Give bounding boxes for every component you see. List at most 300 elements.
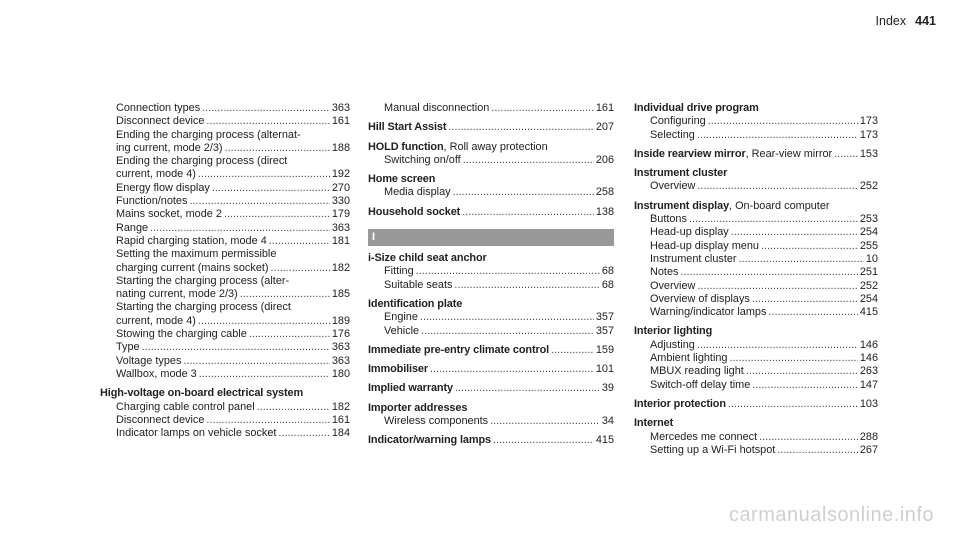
dot-leader — [225, 142, 330, 155]
dot-leader — [249, 328, 330, 341]
page-ref[interactable]: 357 — [595, 324, 614, 337]
entry-text — [650, 280, 695, 293]
entry-text — [384, 325, 419, 338]
entry-text — [116, 168, 196, 181]
dot-leader — [761, 240, 858, 253]
dot-leader — [206, 414, 329, 427]
page-ref[interactable]: 176 — [331, 328, 350, 341]
index-subentry — [368, 265, 614, 278]
index-heading — [368, 434, 614, 447]
entry-term: Connection types — [116, 102, 201, 114]
dot-leader — [697, 180, 857, 193]
page-ref[interactable]: 357 — [595, 311, 614, 324]
page-ref[interactable]: 206 — [595, 153, 614, 166]
page-ref[interactable]: 147 — [859, 378, 878, 391]
entry-text — [116, 368, 197, 381]
entry-term: Overview — [650, 180, 696, 193]
index-heading — [368, 363, 614, 376]
entry-term: Suitable seats — [384, 278, 453, 291]
index-heading — [634, 325, 878, 338]
dot-leader — [759, 431, 858, 444]
page-ref[interactable]: 288 — [859, 430, 878, 443]
dot-leader — [697, 339, 858, 352]
entry-term: HOLD function — [368, 140, 444, 153]
entry-term: Voltage types — [116, 354, 182, 367]
index-heading — [634, 200, 878, 213]
dot-leader — [183, 355, 329, 368]
entry-text — [116, 414, 204, 427]
entry-text — [116, 115, 204, 128]
entry-text — [384, 102, 489, 115]
dot-leader — [198, 168, 330, 181]
entry-text — [116, 427, 276, 440]
index-subentry — [100, 248, 350, 261]
dot-leader — [746, 365, 858, 378]
entry-term: MBUX reading light — [650, 365, 744, 378]
dot-leader — [752, 379, 858, 392]
dot-leader — [768, 306, 857, 319]
entry-term: Indicator/warning lamps — [368, 434, 491, 447]
entry-term: Adjusting — [650, 338, 695, 351]
page-ref[interactable]: 182 — [331, 261, 350, 274]
entry-text — [116, 341, 140, 354]
entry-text — [116, 328, 247, 341]
entry-term: Immobiliser — [368, 363, 429, 376]
page-ref[interactable]: 173 — [859, 128, 878, 141]
index-subentry — [634, 266, 878, 279]
index-subentry — [634, 115, 878, 128]
page-ref[interactable]: 267 — [859, 443, 878, 456]
entry-text — [116, 182, 210, 195]
index-subentry — [368, 415, 614, 428]
page-ref[interactable]: 252 — [859, 279, 878, 292]
index-subentry — [368, 186, 614, 199]
page-ref[interactable]: 161 — [595, 102, 614, 114]
index-subentry — [634, 280, 878, 293]
entry-text — [368, 434, 491, 447]
page-ref[interactable]: 153 — [859, 147, 878, 160]
entry-term: Engine — [384, 311, 418, 324]
index-heading — [634, 167, 878, 180]
index-subentry — [368, 311, 614, 324]
entry-crossref: , Roll away protection — [443, 140, 548, 153]
dot-leader — [240, 288, 330, 301]
index-subentry — [634, 253, 878, 266]
entry-text — [650, 266, 678, 279]
entry-text — [116, 355, 181, 368]
entry-text — [650, 213, 687, 226]
page-header — [876, 14, 936, 28]
entry-term: Mercedes me connect — [650, 430, 758, 443]
index-subentry — [634, 240, 878, 253]
dot-leader — [271, 262, 330, 275]
entry-text — [650, 379, 750, 392]
page-ref[interactable]: 270 — [331, 181, 350, 194]
dot-leader — [212, 182, 330, 195]
entry-term: Manual disconnection — [384, 102, 490, 114]
page-ref[interactable]: 415 — [859, 306, 878, 319]
index-subentry — [100, 401, 350, 414]
dot-leader — [199, 368, 330, 381]
dot-leader — [198, 315, 330, 328]
dot-leader — [551, 344, 594, 357]
entry-term: Inside rearview mirror — [634, 147, 746, 160]
entry-term: Ending the charging process (direct — [116, 155, 288, 168]
entry-term: Switch-off delay time — [650, 378, 751, 391]
index-subentry — [100, 195, 350, 208]
index-column-3 — [634, 102, 878, 457]
index-subentry — [634, 365, 878, 378]
dot-leader — [455, 382, 600, 395]
index-subentry — [368, 102, 614, 115]
entry-term: Notes — [650, 266, 679, 279]
page-ref[interactable]: 184 — [331, 427, 350, 440]
index-heading — [634, 102, 878, 115]
page-ref[interactable]: 146 — [859, 338, 878, 351]
index-subentry — [100, 115, 350, 128]
page-ref[interactable]: 255 — [859, 239, 878, 252]
entry-text — [384, 265, 414, 278]
page-ref[interactable]: 330 — [331, 195, 350, 208]
index-heading — [368, 141, 614, 154]
page-ref[interactable]: 252 — [859, 180, 878, 193]
entry-text — [634, 398, 726, 411]
index-heading — [368, 173, 614, 186]
dot-leader — [462, 206, 594, 219]
dot-leader — [491, 102, 593, 115]
entry-term: Internet — [634, 417, 674, 430]
index-subentry — [634, 352, 878, 365]
entry-term: i-Size child seat anchor — [368, 252, 487, 265]
dot-leader — [421, 325, 594, 338]
dot-leader — [224, 208, 330, 221]
dot-leader — [493, 434, 594, 447]
entry-term: High-voltage on-board electrical system — [100, 387, 304, 400]
dot-leader — [697, 280, 857, 293]
dot-leader — [142, 341, 330, 354]
index-subentry — [100, 427, 350, 440]
entry-term: Head-up display menu — [650, 239, 759, 252]
page-ref[interactable]: 161 — [331, 115, 350, 128]
page-ref[interactable]: 254 — [859, 226, 878, 239]
entry-text — [650, 444, 775, 457]
watermark: carmanualsonline.info — [728, 504, 934, 526]
entry-text — [650, 431, 757, 444]
index-heading — [368, 382, 614, 395]
entry-term: nating current, mode 2/3) — [116, 288, 238, 301]
page-ref[interactable]: 189 — [331, 314, 350, 327]
index-heading — [368, 298, 614, 311]
entry-term: Range — [116, 221, 149, 234]
entry-term: ing current, mode 2/3) — [116, 141, 223, 154]
entry-term: Warning/indicator lamps — [650, 306, 767, 319]
entry-crossref: , On-board computer — [729, 199, 830, 212]
dot-leader — [730, 352, 858, 365]
page-ref[interactable]: 180 — [331, 367, 350, 380]
entry-term: Charging cable control panel — [116, 400, 255, 413]
entry-term: Instrument display — [634, 199, 730, 212]
dot-leader — [430, 363, 594, 376]
entry-term: Media display — [384, 186, 451, 199]
dot-leader — [731, 226, 858, 239]
index-column-2 — [368, 102, 614, 448]
dot-leader — [202, 102, 330, 115]
page-ref[interactable]: 263 — [859, 365, 878, 378]
entry-term: Household socket — [368, 205, 461, 218]
entry-text — [384, 154, 461, 167]
dot-leader — [752, 293, 858, 306]
entry-term: Setting up a Wi-Fi hotspot — [650, 443, 776, 456]
dot-leader — [777, 444, 858, 457]
dot-leader — [420, 311, 594, 324]
index-heading — [368, 252, 614, 265]
letter-heading: I — [368, 229, 614, 246]
page-ref[interactable]: 146 — [859, 352, 878, 365]
entry-text — [650, 129, 695, 142]
index-subentry — [100, 182, 350, 195]
index-subentry — [100, 102, 350, 115]
index-heading — [100, 387, 350, 400]
index-heading — [634, 148, 878, 161]
entry-text — [384, 415, 488, 428]
entry-term: Overview of displays — [650, 292, 750, 305]
entry-term: Interior protection — [634, 397, 726, 410]
entry-term: Disconnect device — [116, 413, 205, 426]
index-subentry — [100, 155, 350, 168]
page-ref[interactable]: 363 — [331, 341, 350, 354]
section-label: Index — [875, 14, 907, 28]
entry-term: Switching on/off — [384, 153, 461, 166]
page-ref[interactable]: 68 — [601, 265, 614, 278]
entry-text — [650, 253, 737, 266]
page-ref[interactable]: 179 — [331, 208, 350, 221]
entry-text — [116, 288, 238, 301]
entry-term: Interior lighting — [634, 325, 713, 338]
index-subentry — [100, 328, 350, 341]
entry-text — [368, 363, 428, 376]
entry-text — [116, 102, 200, 115]
entry-term: Wallbox, mode 3 — [116, 367, 197, 380]
index-subentry — [100, 275, 350, 288]
entry-term: Immediate pre-entry climate control — [368, 343, 550, 356]
entry-term: Instrument cluster — [634, 167, 728, 180]
dot-leader — [728, 398, 858, 411]
entry-text — [116, 222, 148, 235]
index-subentry — [100, 222, 350, 235]
index-subentry — [100, 355, 350, 368]
entry-text — [384, 311, 418, 324]
index-subentry — [100, 341, 350, 354]
entry-text — [368, 344, 549, 357]
entry-term: Rapid charging station, mode 4 — [116, 234, 267, 247]
entry-term: Stowing the charging cable — [116, 328, 247, 341]
entry-text — [650, 180, 695, 193]
dot-leader — [739, 253, 864, 266]
entry-term: Wireless components — [384, 415, 489, 428]
entry-term: current, mode 4) — [116, 168, 196, 181]
entry-term: Home screen — [368, 173, 436, 186]
dot-leader — [680, 266, 857, 279]
dot-leader — [490, 415, 600, 428]
page-ref[interactable]: 258 — [595, 186, 614, 199]
page-ref[interactable]: 182 — [331, 400, 350, 413]
index-subentry — [368, 279, 614, 292]
entry-text — [368, 121, 446, 134]
index-subentry — [368, 325, 614, 338]
index-heading — [368, 402, 614, 415]
page-ref[interactable]: 161 — [331, 413, 350, 426]
index-subentry — [100, 129, 350, 142]
index-subentry — [634, 339, 878, 352]
entry-text — [368, 206, 460, 219]
dot-leader — [697, 129, 858, 142]
entry-text — [650, 240, 759, 253]
entry-text — [116, 235, 267, 248]
index-subentry — [634, 444, 878, 457]
page-ref[interactable]: 192 — [331, 168, 350, 181]
entry-term: Energy flow display — [116, 181, 210, 194]
index-subentry — [634, 293, 878, 306]
index-subentry — [634, 213, 878, 226]
entry-text — [650, 352, 728, 365]
page-ref[interactable]: 253 — [859, 213, 878, 226]
page-ref[interactable]: 363 — [331, 221, 350, 234]
entry-term: charging current (mains socket) — [116, 261, 269, 274]
dot-leader — [269, 235, 330, 248]
entry-term: Type — [116, 341, 140, 354]
entry-text — [368, 382, 453, 395]
entry-term: Instrument cluster — [650, 252, 737, 265]
page-ref[interactable]: 34 — [601, 415, 614, 428]
entry-term: Head-up display — [650, 226, 729, 239]
page-ref[interactable]: 101 — [595, 363, 614, 376]
page-ref[interactable]: 103 — [859, 397, 878, 410]
entry-term: Disconnect device — [116, 115, 205, 128]
entry-term: Selecting — [650, 128, 695, 141]
entry-term: Implied warranty — [368, 382, 453, 395]
entry-term: Mains socket, mode 2 — [116, 208, 222, 221]
entry-term: Hill Start Assist — [368, 121, 447, 134]
index-subentry — [634, 379, 878, 392]
entry-term: Configuring — [650, 115, 706, 128]
entry-term: Vehicle — [384, 324, 420, 337]
page-ref[interactable]: 173 — [859, 115, 878, 128]
page-ref[interactable]: 185 — [331, 288, 350, 301]
index-subentry — [100, 301, 350, 314]
entry-text — [650, 115, 706, 128]
page-ref[interactable]: 363 — [331, 354, 350, 367]
index-subentry — [100, 368, 350, 381]
index-heading — [368, 121, 614, 134]
entry-term: Starting the charging process (alter- — [116, 274, 290, 287]
dot-leader — [448, 121, 593, 134]
index-subentry — [368, 154, 614, 167]
page-ref[interactable]: 159 — [595, 343, 614, 356]
index-heading — [368, 344, 614, 357]
entry-term: Indicator lamps on vehicle socket — [116, 427, 277, 440]
entry-text — [634, 148, 832, 161]
page-ref[interactable]: 10 — [865, 252, 878, 265]
entry-term: Identification plate — [368, 297, 463, 310]
index-heading — [634, 398, 878, 411]
entry-text — [650, 293, 750, 306]
index-subentry — [100, 235, 350, 248]
index-subentry — [100, 315, 350, 328]
dot-leader — [834, 148, 858, 161]
entry-term: Starting the charging process (direct — [116, 301, 291, 314]
dot-leader — [150, 222, 330, 235]
dot-leader — [454, 279, 599, 292]
page-ref[interactable]: 363 — [331, 102, 350, 114]
entry-term: Buttons — [650, 213, 687, 226]
dot-leader — [206, 115, 329, 128]
index-subentry — [100, 208, 350, 221]
entry-crossref: , Rear-view mirror — [745, 147, 833, 160]
dot-leader — [189, 195, 329, 208]
page-ref[interactable]: 138 — [595, 205, 614, 218]
page-ref[interactable]: 188 — [331, 141, 350, 154]
dot-leader — [278, 427, 329, 440]
page-ref[interactable]: 39 — [601, 382, 614, 395]
index-subentry — [634, 180, 878, 193]
page-number: 441 — [915, 14, 936, 28]
page-ref[interactable]: 254 — [859, 292, 878, 305]
entry-text — [650, 306, 766, 319]
index-subentry — [100, 168, 350, 181]
index-heading — [368, 206, 614, 219]
index-subentry — [100, 262, 350, 275]
dot-leader — [708, 115, 858, 128]
page-ref[interactable]: 68 — [601, 278, 614, 291]
entry-text — [116, 208, 222, 221]
entry-text — [384, 186, 451, 199]
entry-term: Individual drive program — [634, 102, 759, 114]
page-ref[interactable]: 207 — [595, 121, 614, 134]
entry-text — [650, 226, 729, 239]
page-ref[interactable]: 181 — [331, 234, 350, 247]
index-heading — [634, 417, 878, 430]
dot-leader — [453, 186, 594, 199]
entry-term: Ending the charging process (alternat- — [116, 128, 301, 141]
dot-leader — [257, 401, 330, 414]
dot-leader — [463, 154, 594, 167]
index-subentry — [100, 142, 350, 155]
entry-text — [384, 279, 452, 292]
index-subentry — [634, 306, 878, 319]
index-subentry — [634, 129, 878, 142]
entry-term: Fitting — [384, 265, 414, 278]
entry-term: Importer addresses — [368, 401, 468, 414]
entry-term: Setting the maximum permissible — [116, 248, 277, 261]
dot-leader — [689, 213, 858, 226]
index-subentry — [634, 226, 878, 239]
entry-text — [116, 401, 255, 414]
index-subentry — [634, 431, 878, 444]
page-ref[interactable]: 251 — [859, 266, 878, 279]
entry-text — [116, 142, 223, 155]
index-subentry — [100, 414, 350, 427]
entry-text — [116, 315, 196, 328]
entry-text — [650, 365, 744, 378]
entry-term: Overview — [650, 279, 696, 292]
entry-term: Ambient lighting — [650, 352, 728, 365]
entry-text — [116, 195, 187, 208]
entry-term: current, mode 4) — [116, 314, 196, 327]
page-ref[interactable]: 415 — [595, 434, 614, 447]
entry-text — [650, 339, 695, 352]
index-column-1 — [100, 102, 350, 440]
entry-text — [116, 262, 269, 275]
